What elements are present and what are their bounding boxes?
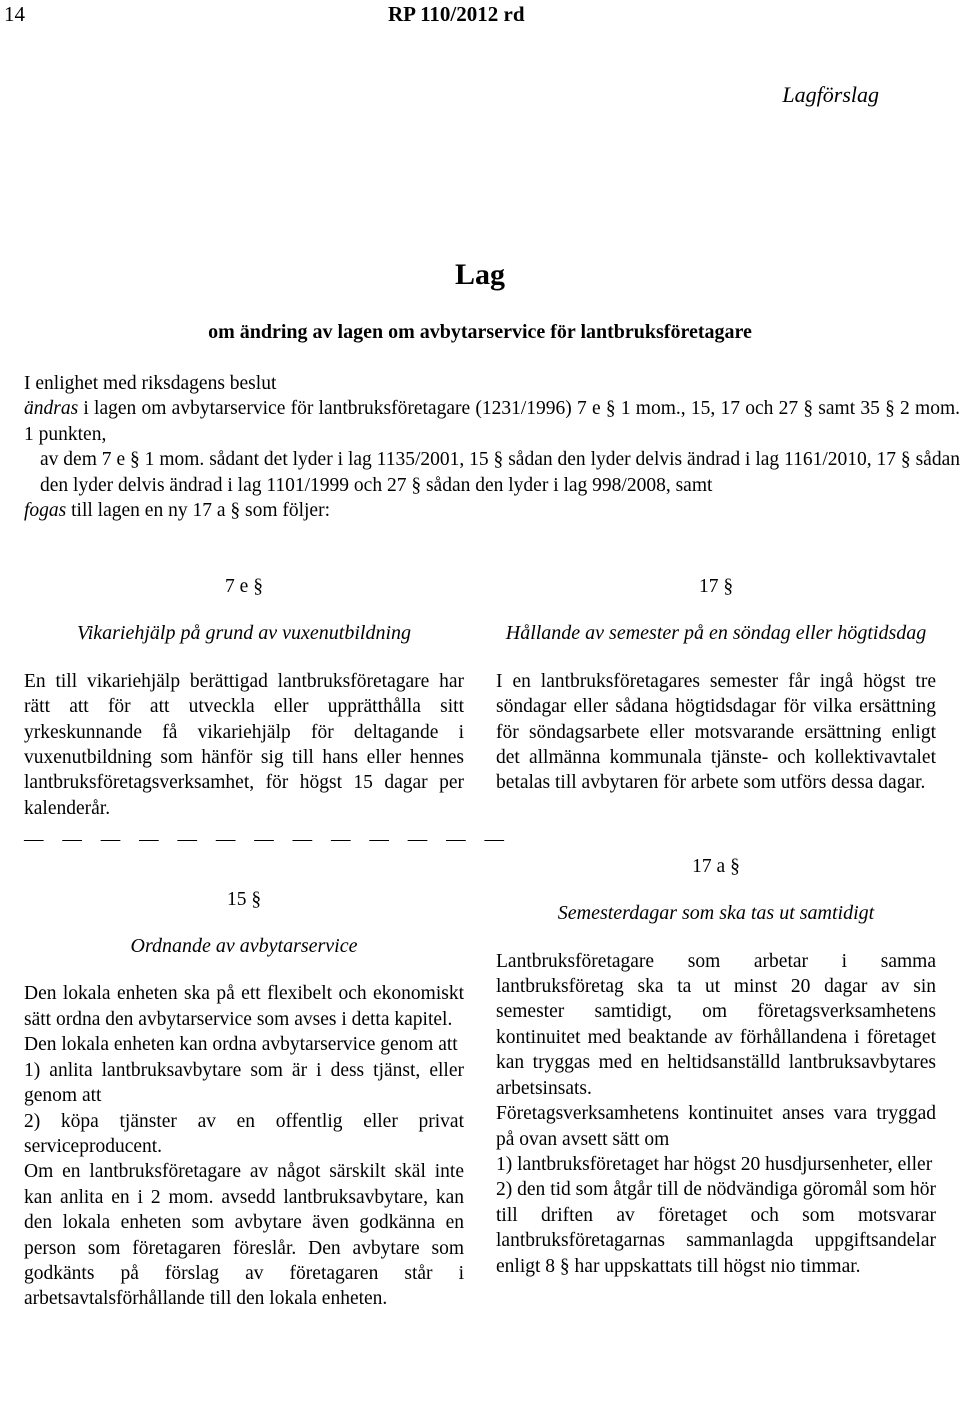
section-15-paragraph-2: Den lokala enheten kan ordna avbytarservice genom att xyxy=(24,1034,458,1056)
document-label: Lagförslag xyxy=(782,82,879,107)
section-heading-7e: Vikariehjälp på grund av vuxenutbildning xyxy=(76,622,411,645)
law-title: Lag xyxy=(454,258,505,291)
intro-add-text: till lagen en ny 17 a § som följer: xyxy=(66,500,331,522)
section-number-17a: 17 a § xyxy=(692,855,740,877)
intro-line-1: I enlighet med riksdagens beslut xyxy=(24,373,277,394)
law-subtitle: om ändring av lagen om avbytarservice för lantbruksföretagare xyxy=(208,321,752,343)
section-17a-paragraph-1: Lantbruksföretagare som arbetar i samma lantbruksföretag ska ta ut minst 20 dagar av sin semester samtidigt, om företagsverksamhetens kontinuitet med beaktande av förhållandena i företaget kan tryggas med en heltidsanställd lantbruksavbytares arbetsinsats. xyxy=(496,950,936,1099)
right-column xyxy=(496,574,936,1279)
section-number-15: 15 § xyxy=(226,888,262,910)
intro-add-keyword: fogas xyxy=(24,500,67,522)
section-17-paragraph: I en lantbruksföretagares semester får ingå högst tre söndagar eller sådana högtidsdagar för vilka ersättning för söndagsarbete eller motsvarande ersättning enligt det allmänna kommunala tjänste- och kollektivavtalet betalas till avbytaren för arbete som utförs dessa dagar. xyxy=(496,670,936,794)
intro-amend-keyword: ändras xyxy=(24,398,79,420)
section-15-paragraph-3: Om en lantbruksföretagare av något särskilt skäl inte kan anlita en i 2 mom. avsedd lantbruksavbytare, kan den lokala enheten som avbytare även godkänna en person som företagaren föreslår. Den avbytare som godkänts på förslag av företagaren står i arbetsavtalsförhållande till den lokala enheten. xyxy=(24,1161,464,1310)
section-15-paragraph-1: Den lokala enheten ska på ett flexibelt och ekonomiskt sätt ordna den avbytarservice som avses i detta kapitel. xyxy=(24,983,464,1030)
section-17a-item-1: 1) lantbruksföretaget har högst 20 husdjursenheter, eller xyxy=(496,1153,933,1175)
section-number-17: 17 § xyxy=(698,576,734,597)
section-17a-item-2: 2) den tid som åtgår till de nödvändiga göromål som hör till driften av företaget och som motsvarar lantbruksföretagarnas sammanlagda uppgiftsandelar enligt 8 § har uppskattats till högst nio timmar. xyxy=(496,1179,936,1277)
section-15-item-2: 2) köpa tjänster av en offentlig eller privat serviceproducent. xyxy=(24,1110,464,1157)
intro-amend-text: i lagen om avbytarservice för lantbruksföretagare (1231/1996) 7 e § 1 mom., 15, 17 och 27 § samt 35 § 2 mom. 1 punkten, xyxy=(24,398,960,445)
section-17a-paragraph-2: Företagsverksamhetens kontinuitet anses vara tryggad på ovan avsett sätt om xyxy=(496,1103,936,1150)
intro-line-4 xyxy=(24,498,960,523)
section-number-7e: 7 e § xyxy=(225,576,263,597)
intro-line-3: av dem 7 e § 1 mom. sådant det lyder i lag 1135/2001, 15 § sådan den lyder delvis ändrad i lag 1161/2010, 17 § sådan den lyder delvis ändrad i lag 1101/1999 och 27 § sådan den lyder i lag 998/2008, samt xyxy=(40,449,960,496)
section-7e-paragraph: En till vikariehjälp berättigad lantbruksföretagare har rätt att för att utveckla eller upprätthålla sitt yrkeskunnande få vikariehjälp för deltagande i vuxenutbildning som hänför sig till hans eller hennes lantbruksföretagsverksamhet, för högst 15 dagar per kalenderår. xyxy=(24,670,464,819)
enacting-clause xyxy=(24,371,960,523)
section-15-item-1: 1) anlita lantbruksavbytare som är i dess tjänst, eller genom att xyxy=(24,1059,464,1107)
omission-dashes: — — — — — — — — — — — — — xyxy=(24,829,511,851)
section-heading-15: Ordnande av avbytarservice xyxy=(130,935,358,958)
document-id: RP 110/2012 rd xyxy=(388,2,525,26)
section-heading-17: Hållande av semester på en söndag eller högtidsdag xyxy=(505,622,927,645)
left-column xyxy=(24,574,511,1312)
section-heading-17a: Semesterdagar som ska tas ut samtidigt xyxy=(557,902,875,925)
intro-line-2 xyxy=(24,396,960,447)
page-number: 14 xyxy=(4,2,25,26)
